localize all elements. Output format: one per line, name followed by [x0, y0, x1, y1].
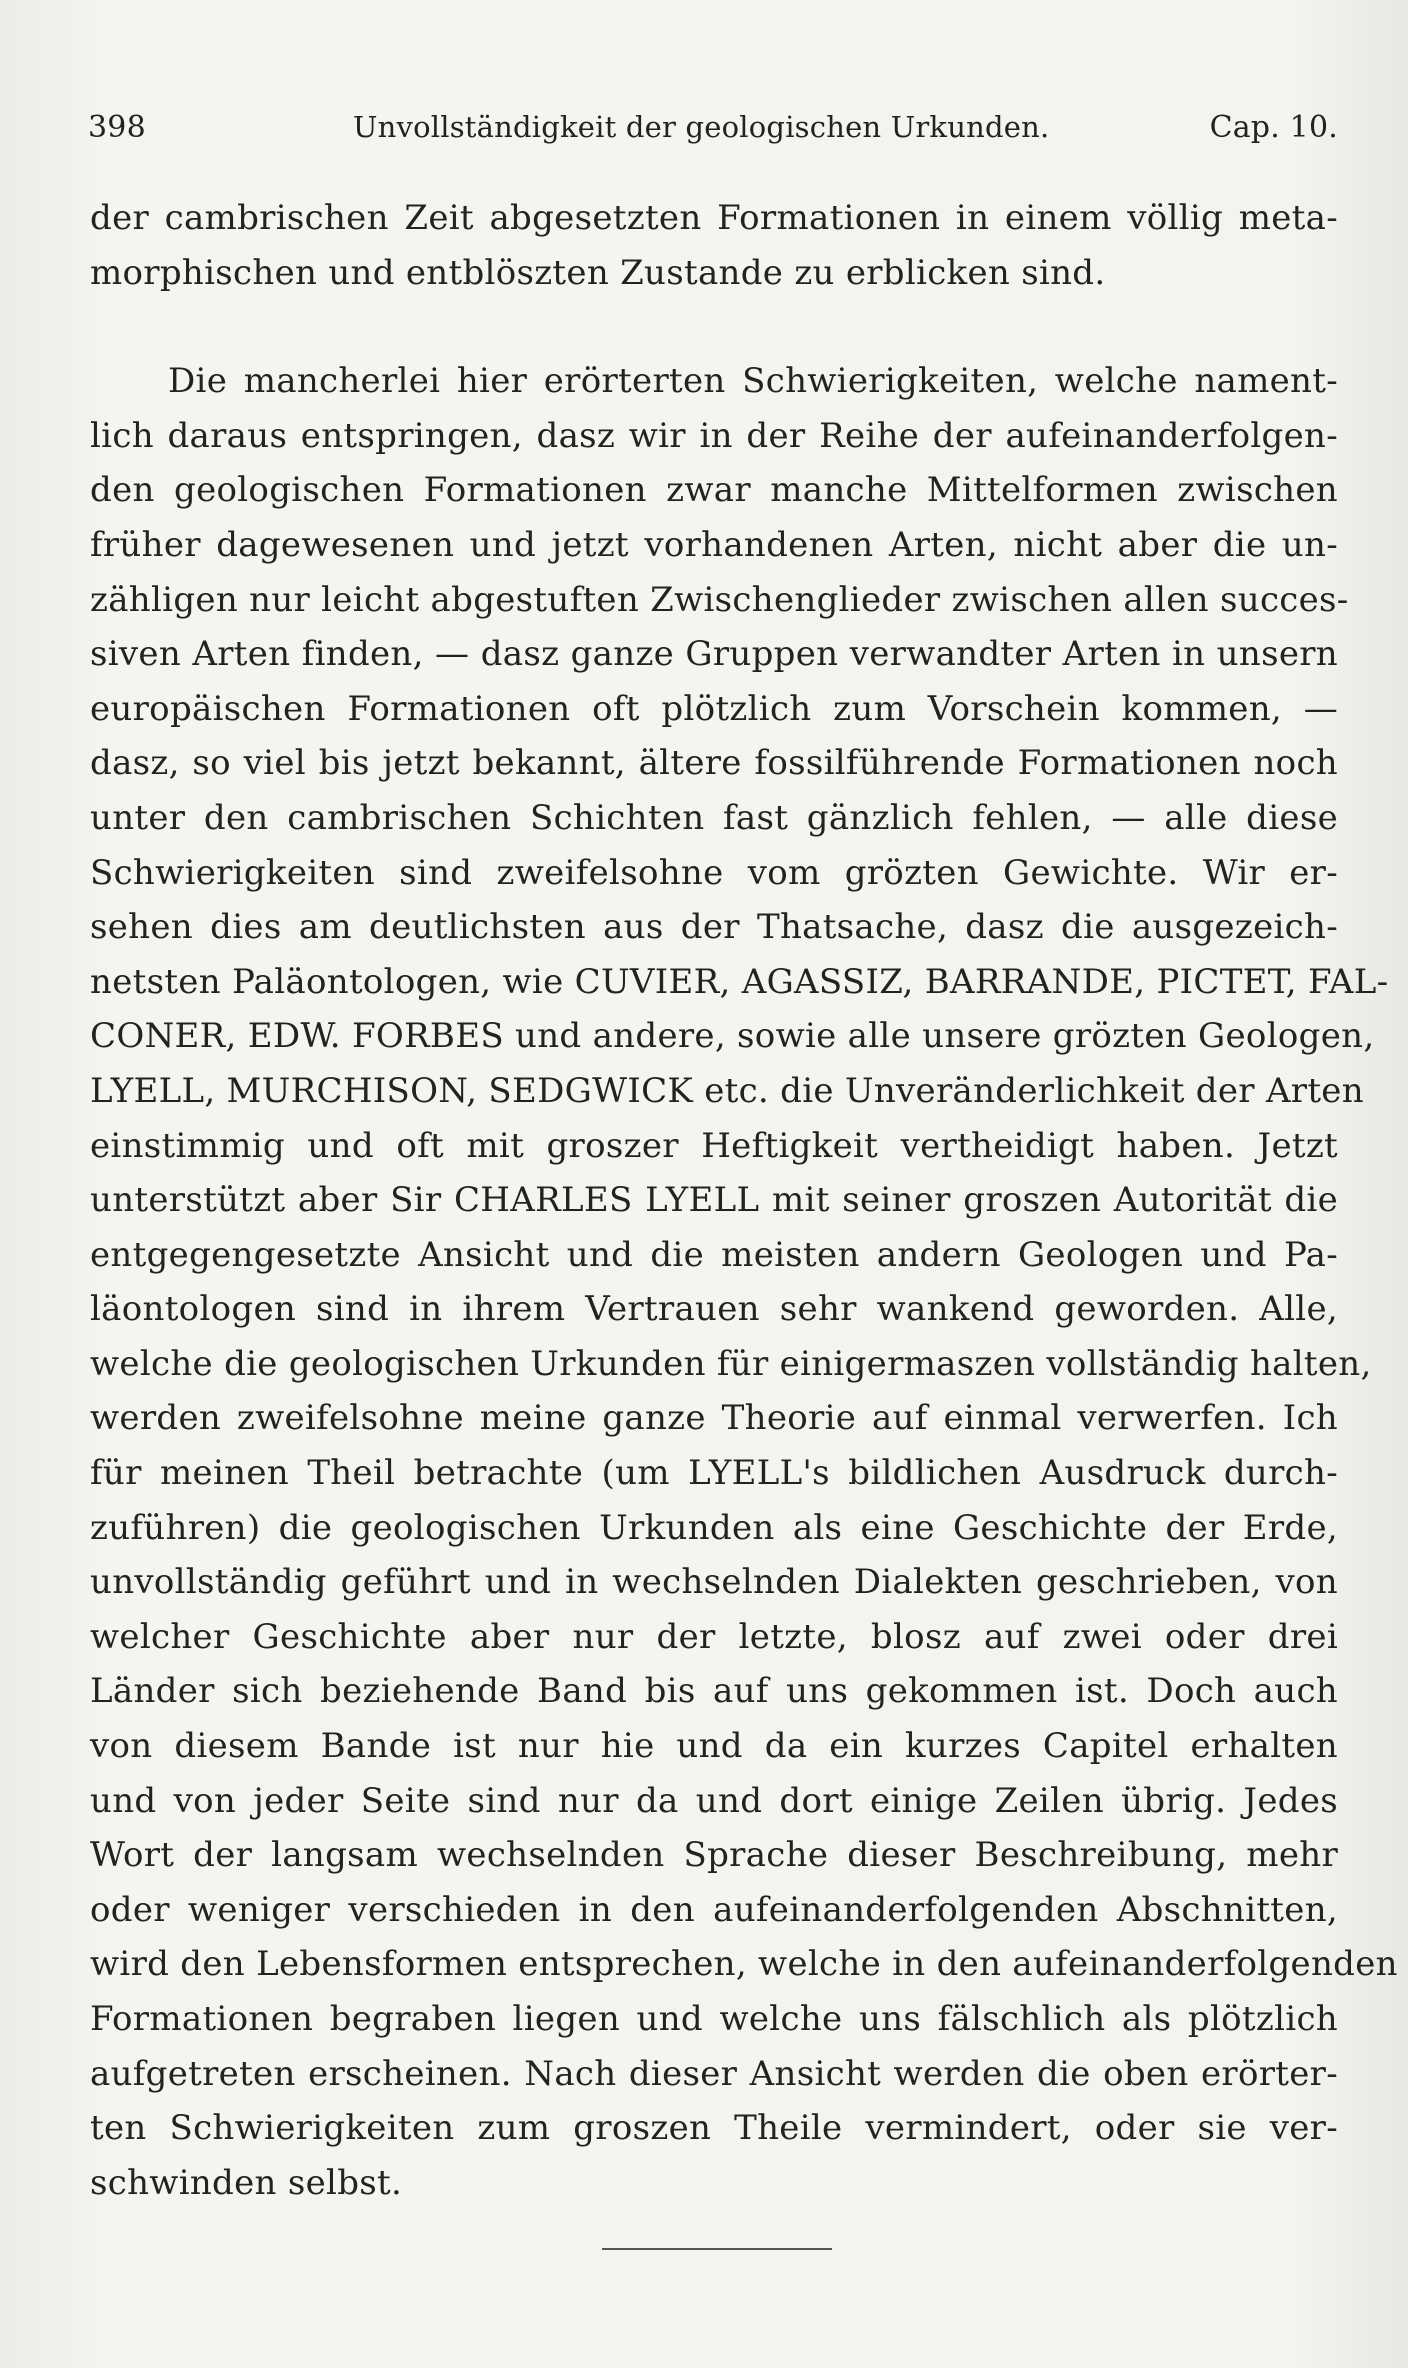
page-number: 398	[88, 110, 146, 145]
text-line: Die mancherlei hier erörterten Schwierigkeiten, welche nament-	[168, 361, 1338, 402]
text-line: und von jeder Seite sind nur da und dort einige Zeilen übrig. Jedes	[90, 1780, 1338, 1821]
text-line: unterstützt aber Sir CHARLES LYELL mit seiner groszen Autorität die	[90, 1180, 1338, 1221]
text-line: europäischen Formationen oft plötzlich zum Vorschein kommen, —	[90, 688, 1338, 729]
text-line: der cambrischen Zeit abgesetzten Formationen in einem völlig meta-	[90, 198, 1338, 238]
text-line: für meinen Theil betrachte (um LYELL's bildlichen Ausdruck durch-	[90, 1453, 1338, 1494]
chapter-label: Cap. 10.	[1209, 110, 1338, 145]
text-line: den geologischen Formationen zwar manche Mittelformen zwischen	[90, 470, 1338, 511]
text-line: CONER, EDW. FORBES und andere, sowie alle unsere grözten Geologen,	[90, 1016, 1375, 1057]
text-line: LYELL, MURCHISON, SEDGWICK etc. die Unveränderlichkeit der Arten	[90, 1070, 1364, 1111]
text-line: wird den Lebensformen entsprechen, welche in den aufeinanderfolgenden	[90, 1944, 1398, 1985]
text-line: von diesem Bande ist nur hie und da ein kurzes Capitel erhalten	[90, 1726, 1338, 1767]
text-line: werden zweifelsohne meine ganze Theorie auf einmal verwerfen. Ich	[90, 1398, 1338, 1439]
text-line: schwinden selbst.	[90, 2162, 403, 2203]
text-line: Schwierigkeiten sind zweifelsohne vom grözten Gewichte. Wir er-	[90, 852, 1338, 893]
text-line: welche die geologischen Urkunden für einigermaszen vollständig halten,	[90, 1343, 1372, 1384]
text-line: früher dagewesenen und jetzt vorhandenen Arten, nicht aber die un-	[90, 524, 1338, 565]
text-line: unter den cambrischen Schichten fast gänzlich fehlen, — alle diese	[90, 797, 1338, 838]
text-line: Länder sich beziehende Band bis auf uns gekommen ist. Doch auch	[90, 1671, 1338, 1712]
text-line: siven Arten finden, — dasz ganze Gruppen verwandter Arten in unsern	[90, 634, 1338, 675]
text-line: aufgetreten erscheinen. Nach dieser Ansicht werden die oben erörter-	[90, 2053, 1338, 2094]
paragraph	[90, 191, 1338, 300]
body-text	[90, 191, 1398, 2210]
text-line: läontologen sind in ihrem Vertrauen sehr wankend geworden. Alle,	[90, 1289, 1338, 1330]
text-line: oder weniger verschieden in den aufeinanderfolgenden Abschnitten,	[90, 1889, 1338, 1930]
text-line: Wort der langsam wechselnden Sprache dieser Beschreibung, mehr	[90, 1835, 1338, 1876]
text-line: entgegengesetzte Ansicht und die meisten andern Geologen und Pa-	[90, 1234, 1338, 1275]
running-title: Unvollständigkeit der geologischen Urkunden.	[353, 110, 1050, 144]
text-line: Formationen begraben liegen und welche uns fälschlich als plötzlich	[90, 1999, 1338, 2039]
text-line: morphischen und entblöszten Zustande zu erblicken sind.	[90, 252, 1106, 293]
text-line: sehen dies am deutlichsten aus der Thatsache, dasz die ausgezeich-	[90, 907, 1338, 948]
text-line: unvollständig geführt und in wechselnden Dialekten geschrieben, von	[90, 1562, 1338, 1603]
paragraph-gap	[90, 300, 1338, 354]
text-line: welcher Geschichte aber nur der letzte, blosz auf zwei oder drei	[90, 1616, 1338, 1657]
paragraph	[90, 354, 1398, 2210]
text-line: zuführen) die geologischen Urkunden als eine Geschichte der Erde,	[90, 1507, 1338, 1548]
section-rule	[602, 2248, 832, 2250]
text-line: lich daraus entspringen, dasz wir in der Reihe der aufeinanderfolgen-	[90, 415, 1338, 456]
text-line: zähligen nur leicht abgestuften Zwischenglieder zwischen allen succes-	[90, 579, 1349, 620]
text-line: einstimmig und oft mit groszer Heftigkeit vertheidigt haben. Jetzt	[90, 1125, 1338, 1166]
page-header	[88, 110, 1338, 152]
text-line: netsten Paläontologen, wie CUVIER, AGASSIZ, BARRANDE, PICTET, FAL-	[90, 961, 1389, 1002]
text-line: ten Schwierigkeiten zum groszen Theile vermindert, oder sie ver-	[90, 2108, 1338, 2149]
text-line: dasz, so viel bis jetzt bekannt, ältere fossilführende Formationen noch	[90, 743, 1338, 784]
